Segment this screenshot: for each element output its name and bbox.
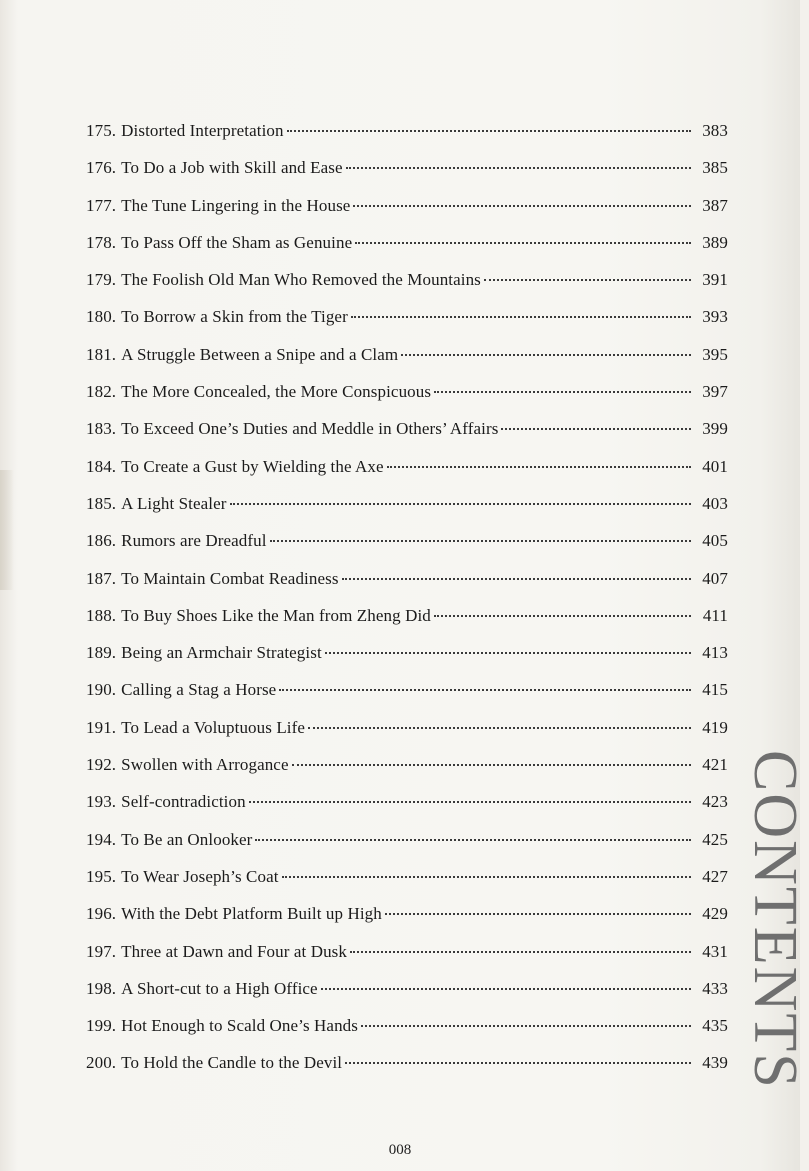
toc-entry-title: A Short-cut to a High Office: [121, 978, 318, 998]
toc-entry-number: 181.: [86, 344, 117, 364]
toc-entry-number: 195.: [86, 866, 117, 886]
toc-entry: [86, 1044, 728, 1081]
toc-entry-number: 175.: [86, 121, 117, 140]
toc-entry-title: To Exceed One’s Duties and Meddle in Others’ Affairs: [121, 419, 499, 439]
toc-entry: [86, 410, 728, 447]
toc-entry-number: 177.: [86, 195, 117, 215]
toc-entry-page: 407: [702, 568, 728, 588]
toc-entry-title: To Buy Shoes Like the Man from Zheng Did: [121, 605, 431, 625]
toc-entry-number: 194.: [86, 829, 117, 849]
toc-entry-title: To Hold the Candle to the Devil: [121, 1053, 343, 1073]
toc-entry-page: 393: [702, 307, 728, 327]
toc-entry-title: A Struggle Between a Snipe and a Clam: [121, 344, 399, 364]
toc-entry-page: 427: [702, 866, 728, 886]
toc-entry-number: 183.: [86, 419, 117, 439]
toc-entry: [86, 746, 728, 783]
toc-dot-leader: [387, 465, 691, 468]
toc-dot-leader: [321, 987, 691, 990]
toc-dot-leader: [342, 577, 691, 580]
toc-entry: [86, 112, 728, 149]
toc-entry: [86, 671, 728, 708]
table-of-contents: [86, 112, 728, 1082]
toc-entry-number: 197.: [86, 941, 117, 961]
toc-entry-page: 391: [702, 270, 728, 290]
toc-entry-page: 415: [702, 680, 728, 700]
toc-dot-leader: [270, 539, 691, 542]
toc-entry-title: To Lead a Voluptuous Life: [121, 717, 306, 737]
toc-entry-title: The More Concealed, the More Conspicuous: [121, 382, 432, 402]
toc-entry: [86, 298, 728, 335]
toc-entry-number: 190.: [86, 680, 117, 700]
toc-entry: [86, 1007, 728, 1044]
toc-entry-title: Self-contradiction: [121, 792, 246, 812]
toc-entry: [86, 224, 728, 261]
toc-dot-leader: [255, 838, 691, 841]
toc-dot-leader: [282, 875, 691, 878]
toc-entry: [86, 895, 728, 932]
toc-entry-title: The Tune Lingering in the House: [121, 195, 351, 215]
toc-entry-title: To Wear Joseph’s Coat: [121, 866, 279, 886]
toc-dot-leader: [308, 726, 691, 729]
toc-entry-page: 439: [702, 1053, 728, 1073]
toc-entry-number: 196.: [86, 904, 117, 924]
toc-entry-number: 191.: [86, 717, 117, 737]
toc-dot-leader: [434, 614, 691, 617]
toc-entry-title: Rumors are Dreadful: [121, 531, 267, 551]
toc-entry-title: To Maintain Combat Readiness: [121, 568, 339, 588]
toc-entry-number: 180.: [86, 307, 117, 327]
toc-entry-number: 178.: [86, 232, 117, 252]
toc-dot-leader: [351, 315, 691, 318]
toc-entry-page: 401: [702, 456, 728, 476]
toc-entry-title: Distorted Interpretation: [121, 121, 284, 140]
toc-entry-page: 383: [702, 121, 728, 140]
toc-entry-title: To Pass Off the Sham as Genuine: [121, 232, 353, 252]
toc-dot-leader: [230, 502, 691, 505]
toc-entry: [86, 970, 728, 1007]
toc-entry: [86, 522, 728, 559]
toc-entry: [86, 783, 728, 820]
toc-entry-number: 176.: [86, 158, 117, 178]
toc-entry-number: 192.: [86, 755, 117, 775]
toc-dot-leader: [484, 278, 691, 281]
toc-entry-page: 397: [702, 382, 728, 402]
toc-entry-page: 385: [702, 158, 728, 178]
toc-entry-number: 199.: [86, 1016, 117, 1036]
toc-entry-page: 421: [702, 755, 728, 775]
toc-dot-leader: [434, 390, 691, 393]
toc-entry: [86, 634, 728, 671]
toc-entry-page: 403: [702, 493, 728, 513]
toc-dot-leader: [249, 800, 691, 803]
toc-entry-number: 182.: [86, 382, 117, 402]
toc-entry-page: 399: [702, 419, 728, 439]
toc-entry-number: 200.: [86, 1053, 117, 1073]
toc-dot-leader: [501, 427, 691, 430]
toc-entry-title: Swollen with Arrogance: [121, 755, 289, 775]
toc-entry-number: 189.: [86, 643, 117, 663]
toc-dot-leader: [287, 129, 691, 132]
toc-dot-leader: [401, 353, 691, 356]
toc-entry-page: 389: [702, 232, 728, 252]
toc-dot-leader: [385, 912, 691, 915]
toc-entry-number: 188.: [86, 605, 117, 625]
toc-dot-leader: [325, 651, 691, 654]
toc-entry: [86, 448, 728, 485]
toc-entry-number: 185.: [86, 493, 117, 513]
toc-dot-leader: [353, 204, 691, 207]
toc-entry-number: 184.: [86, 456, 117, 476]
toc-dot-leader: [345, 1061, 691, 1064]
toc-entry: [86, 709, 728, 746]
toc-entry-title: To Do a Job with Skill and Ease: [121, 158, 343, 178]
toc-entry: [86, 821, 728, 858]
toc-entry-page: 431: [702, 941, 728, 961]
toc-dot-leader: [279, 688, 691, 691]
toc-entry-number: 198.: [86, 978, 117, 998]
toc-entry-page: 411: [702, 605, 728, 625]
toc-entry-title: With the Debt Platform Built up High: [121, 904, 382, 924]
toc-entry: [86, 373, 728, 410]
toc-entry-title: To Be an Onlooker: [121, 829, 253, 849]
toc-entry: [86, 933, 728, 970]
toc-entry-page: 425: [702, 829, 728, 849]
toc-entry-title: Calling a Stag a Horse: [121, 680, 277, 700]
toc-entry-title: Hot Enough to Scald One’s Hands: [121, 1016, 358, 1036]
side-running-title: CONTENTS: [741, 750, 809, 1090]
toc-entry-page: 419: [702, 717, 728, 737]
toc-entry-page: 395: [702, 344, 728, 364]
toc-entry-number: 186.: [86, 531, 117, 551]
toc-entry-title: Three at Dawn and Four at Dusk: [121, 941, 347, 961]
toc-entry: [86, 485, 728, 522]
toc-entry-page: 423: [702, 792, 728, 812]
toc-entry-page: 405: [702, 531, 728, 551]
toc-entry: [86, 149, 728, 186]
toc-dot-leader: [355, 241, 691, 244]
page-edge-shadow: [0, 470, 14, 590]
toc-entry: [86, 597, 728, 634]
toc-entry: [86, 858, 728, 895]
toc-entry-page: 433: [702, 978, 728, 998]
toc-entry-number: 193.: [86, 792, 117, 812]
toc-entry-page: 413: [702, 643, 728, 663]
toc-entry: [86, 187, 728, 224]
toc-entry-title: The Foolish Old Man Who Removed the Mountains: [121, 270, 481, 290]
toc-dot-leader: [346, 166, 691, 169]
toc-dot-leader: [361, 1024, 691, 1027]
toc-entry-title: A Light Stealer: [121, 493, 227, 513]
toc-entry-title: To Create a Gust by Wielding the Axe: [121, 456, 384, 476]
toc-entry-number: 187.: [86, 568, 117, 588]
toc-dot-leader: [350, 950, 691, 953]
toc-entry: [86, 336, 728, 373]
toc-entry-title: To Borrow a Skin from the Tiger: [121, 307, 348, 327]
toc-dot-leader: [292, 763, 691, 766]
page-number: 008: [388, 1142, 412, 1158]
toc-entry-page: 387: [702, 195, 728, 215]
toc-entry-title: Being an Armchair Strategist: [121, 643, 322, 663]
toc-entry-page: 435: [702, 1016, 728, 1036]
toc-entry: [86, 560, 728, 597]
toc-entry: [86, 261, 728, 298]
toc-entry-number: 179.: [86, 270, 117, 290]
toc-entry-page: 429: [702, 904, 728, 924]
